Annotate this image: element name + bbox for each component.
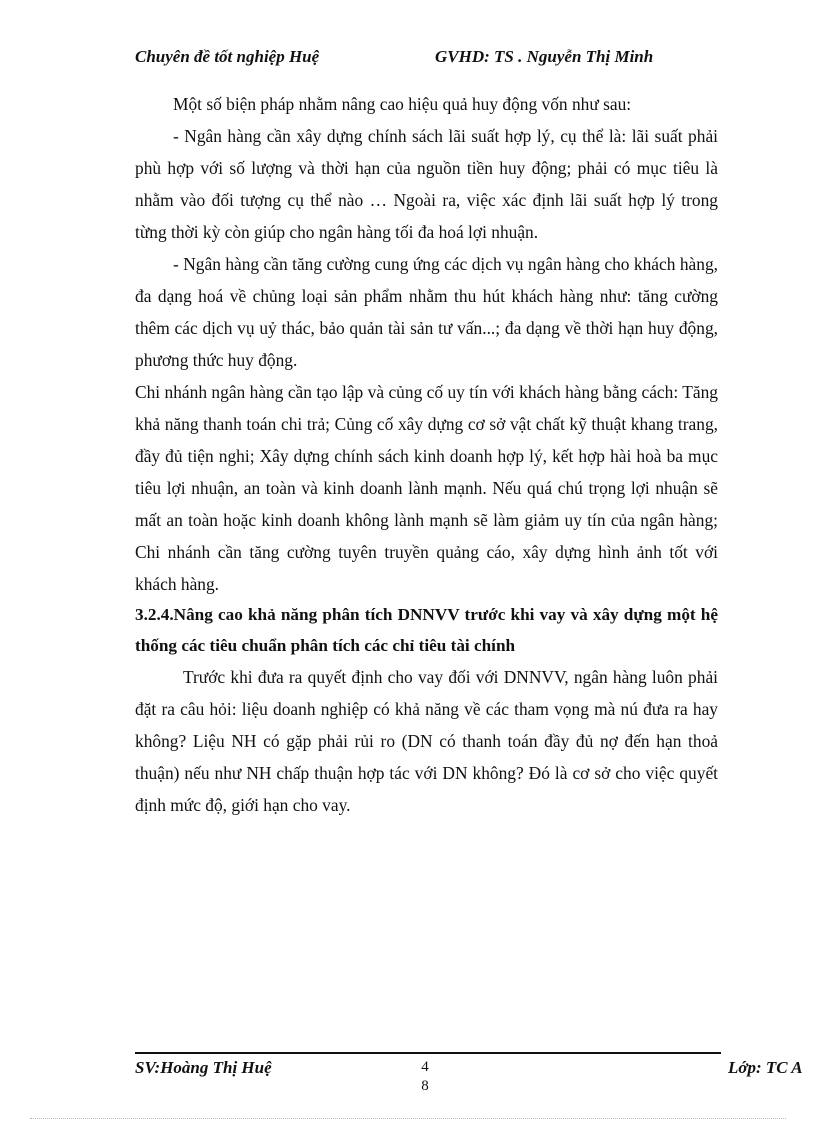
paragraph-analysis: Trước khi đưa ra quyết định cho vay đối với DNNVV, ngân hàng luôn phải đặt ra câu hỏi: liệu doanh nghiệp có khả năng về các tham vọng mà nú đưa ra hay không? Liệu NH có gặp phải rủi ro (DN có thanh toán đầy đủ nợ đến hạn thoả thuận) nếu như NH chấp thuận hợp tác với DN không? Đó là cơ sở cho việc quyết định mức độ, giới hạn cho vay.: [135, 667, 718, 815]
page-bottom-edge: [30, 1118, 786, 1119]
footer-class: Lớp: TC A: [728, 1058, 803, 1077]
paragraph-reputation: Chi nhánh ngân hàng cần tạo lập và củng cố uy tín với khách hàng bằng cách: Tăng khả năng thanh toán chi trả; Củng cố xây dựng cơ sở vật chất kỹ thuật khang trang, đầy đủ tiện nghi; Xây dựng chính sách kinh doanh hợp lý, kết hợp hài hoà ba mục tiêu lợi nhuận, an toàn và kinh doanh lành mạnh. Nếu quá chú trọng lợi nhuận sẽ mất an toàn hoặc kinh doanh không lành mạnh sẽ làm giảm uy tín của ngân hàng; Chi nhánh cần tăng cường tuyên truyền quảng cáo, xây dựng hình ảnh tốt với khách hàng.: [135, 382, 718, 594]
document-body: [135, 88, 718, 821]
header-thesis-title: Chuyên đề tốt nghiệp Huệ: [135, 47, 320, 66]
footer-page-number: 4 8: [421, 1059, 429, 1094]
footer-student-name: SV:Hoàng Thị Huệ: [135, 1058, 272, 1077]
paragraph-services: - Ngân hàng cần tăng cường cung ứng các dịch vụ ngân hàng cho khách hàng, đa dạng hoá về chủng loại sản phẩm nhằm thu hút khách hàng như: tăng cường thêm các dịch vụ uỷ thác, bảo quản tài sản tư vấn...; đa dạng về thời hạn huy động, phương thức huy động.: [135, 254, 718, 370]
footer-divider: [135, 1052, 721, 1054]
page-header: [135, 46, 735, 92]
header-supervisor: GVHD: TS . Nguyễn Thị Minh: [435, 47, 654, 66]
section-heading: 3.2.4.Nâng cao khả năng phân tích DNNVV trước khi vay và xây dựng một hệ thống các tiêu chuẩn phân tích các chỉ tiêu tài chính: [135, 605, 718, 655]
paragraph-interest-rate: - Ngân hàng cần xây dựng chính sách lãi suất hợp lý, cụ thể là: lãi suất phải phù hợp với số lượng và thời hạn của nguồn tiền huy động; phải có mục tiêu là nhằm vào đối tượng cụ thể nào … Ngoài ra, việc xác định lãi suất hợp lý trong từng thời kỳ còn giúp cho ngân hàng tối đa hoá lợi nhuận.: [135, 126, 718, 242]
paragraph-intro: Một số biện pháp nhằm nâng cao hiệu quả huy động vốn như sau:: [173, 94, 632, 114]
